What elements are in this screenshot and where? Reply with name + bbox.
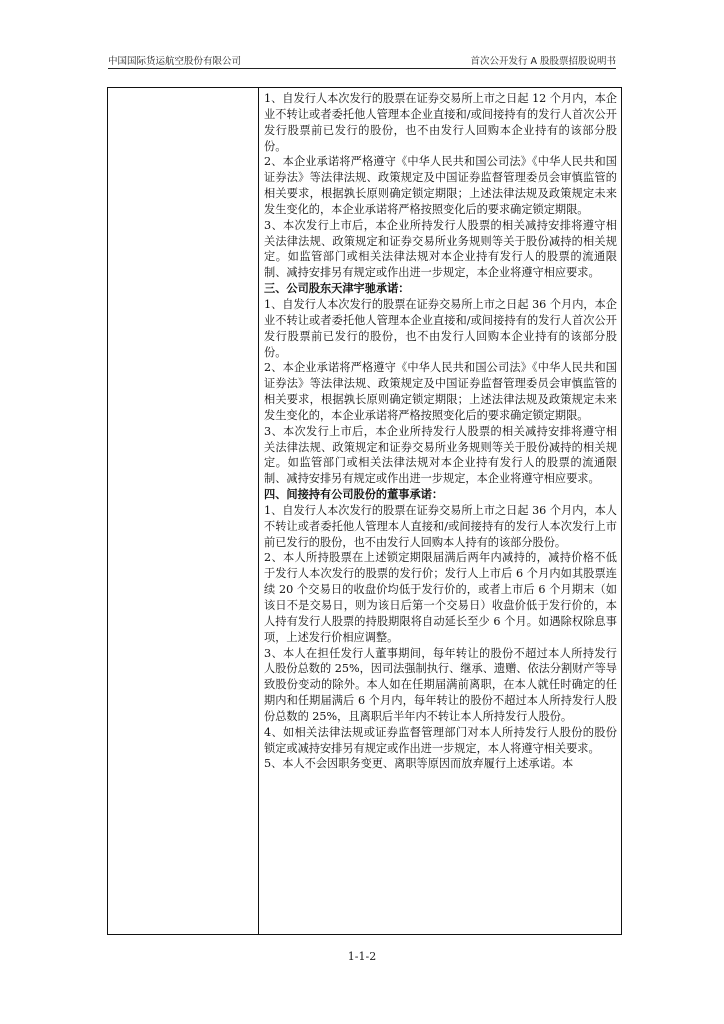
page-header [108,53,616,67]
commitment-paragraph: 1、自发行人本次发行的股票在证券交易所上市之日起 12 个月内，本企业不转让或者委托他人管理本企业直接和/或间接持有的发行人首次公开发行股票前已发行的股份，也不由发行人回购本企业持有的该部分股份。 [264,92,617,153]
commitment-paragraph: 3、本人在担任发行人董事期间，每年转让的股份不超过本人所持发行人股份总数的 25%，因司法强制执行、继承、遗赠、依法分割财产等导致股份变动的除外。本人如在任期届满前离职，在本人就任时确定的任期内和任期届满后 6 个月内，每年转让的股份不超过本人所持发行人股份总数的 25%，且离职后半年内不转让本人所持发行人股份。 [264,646,617,723]
company-name: 中国国际货运航空股份有限公司 [108,56,242,67]
document-title: 首次公开发行 A 股股票招股说明书 [470,56,616,67]
commitment-paragraph: 3、本次发行上市后，本企业所持发行人股票的相关减持安排将遵守相关法律法规、政策规定和证券交易所业务规则等关于股份减持的相关规定。如监管部门或相关法律法规对本企业持有发行人的股票的流通限制、减持安排另有规定或作出进一步规定，本企业将遵守相应要求。 [264,424,617,486]
commitment-paragraph: 4、如相关法律法规或证券监督管理部门对本人所持发行人股份的股份锁定或减持安排另有规定或作出进一步规定，本人将遵守相关要求。 [264,725,617,755]
header-divider [108,68,616,69]
section-heading: 三、公司股东天津宇驰承诺： [264,282,410,296]
table-column-divider [258,88,259,934]
commitment-paragraph: 1、自发行人本次发行的股票在证券交易所上市之日起 36 个月内，本人不转让或者委托他人管理本人直接和/或间接持有的发行人本次发行上市前已发行的股份，也不由发行人回购本人持有的该部分股份。 [264,503,617,549]
commitment-table [107,87,622,935]
commitment-paragraph: 5、本人不会因职务变更、离职等原因而放弃履行上述承诺。本 [264,757,574,771]
commitment-paragraph: 3、本次发行上市后，本企业所持发行人股票的相关减持安排将遵守相关法律法规、政策规定和证券交易所业务规则等关于股份减持的相关规定。如监管部门或相关法律法规对本企业持有发行人的股票的流通限制、减持安排另有规定或作出进一步规定，本企业将遵守相应要求。 [264,218,617,280]
commitment-text-cell [264,91,617,933]
section-heading: 四、间接持有公司股份的董事承诺： [264,488,444,502]
commitment-paragraph: 1、自发行人本次发行的股票在证券交易所上市之日起 36 个月内，本企业不转让或者委托他人管理本企业直接和/或间接持有的发行人首次公开发行股票前已发行的股份，也不由发行人回购本企业持有的该部分股份。 [264,297,617,359]
commitment-paragraph: 2、本企业承诺将严格遵守《中华人民共和国公司法》《中华人民共和国证券法》等法律法规、政策规定及中国证券监督管理委员会审慎监管的相关要求，根据孰长原则确定锁定期限；上述法律法规及政策规定未来发生变化的，本企业承诺将严格按照变化后的要求确定锁定期限。 [264,361,617,422]
page-number: 1-1-2 [347,950,377,963]
commitment-paragraph: 2、本人所持股票在上述锁定期限届满后两年内减持的，减持价格不低于发行人本次发行的股票的发行价；发行人上市后 6 个月内如其股票连续 20 个交易日的收盘价均低于发行价的，或者上市后 6 个月期末（如该日不是交易日，则为该日后第一个交易日）收盘价低于发行价的，本人持有发行人股票的持股期限将自动延长至少 6 个月。如遇除权除息事项，上述发行价相应调整。 [264,551,617,644]
commitment-paragraph: 2、本企业承诺将严格遵守《中华人民共和国公司法》《中华人民共和国证券法》等法律法规、政策规定及中国证券监督管理委员会审慎监管的相关要求，根据孰长原则确定锁定期限；上述法律法规及政策规定未来发生变化的，本企业承诺将严格按照变化后的要求确定锁定期限。 [264,155,617,216]
